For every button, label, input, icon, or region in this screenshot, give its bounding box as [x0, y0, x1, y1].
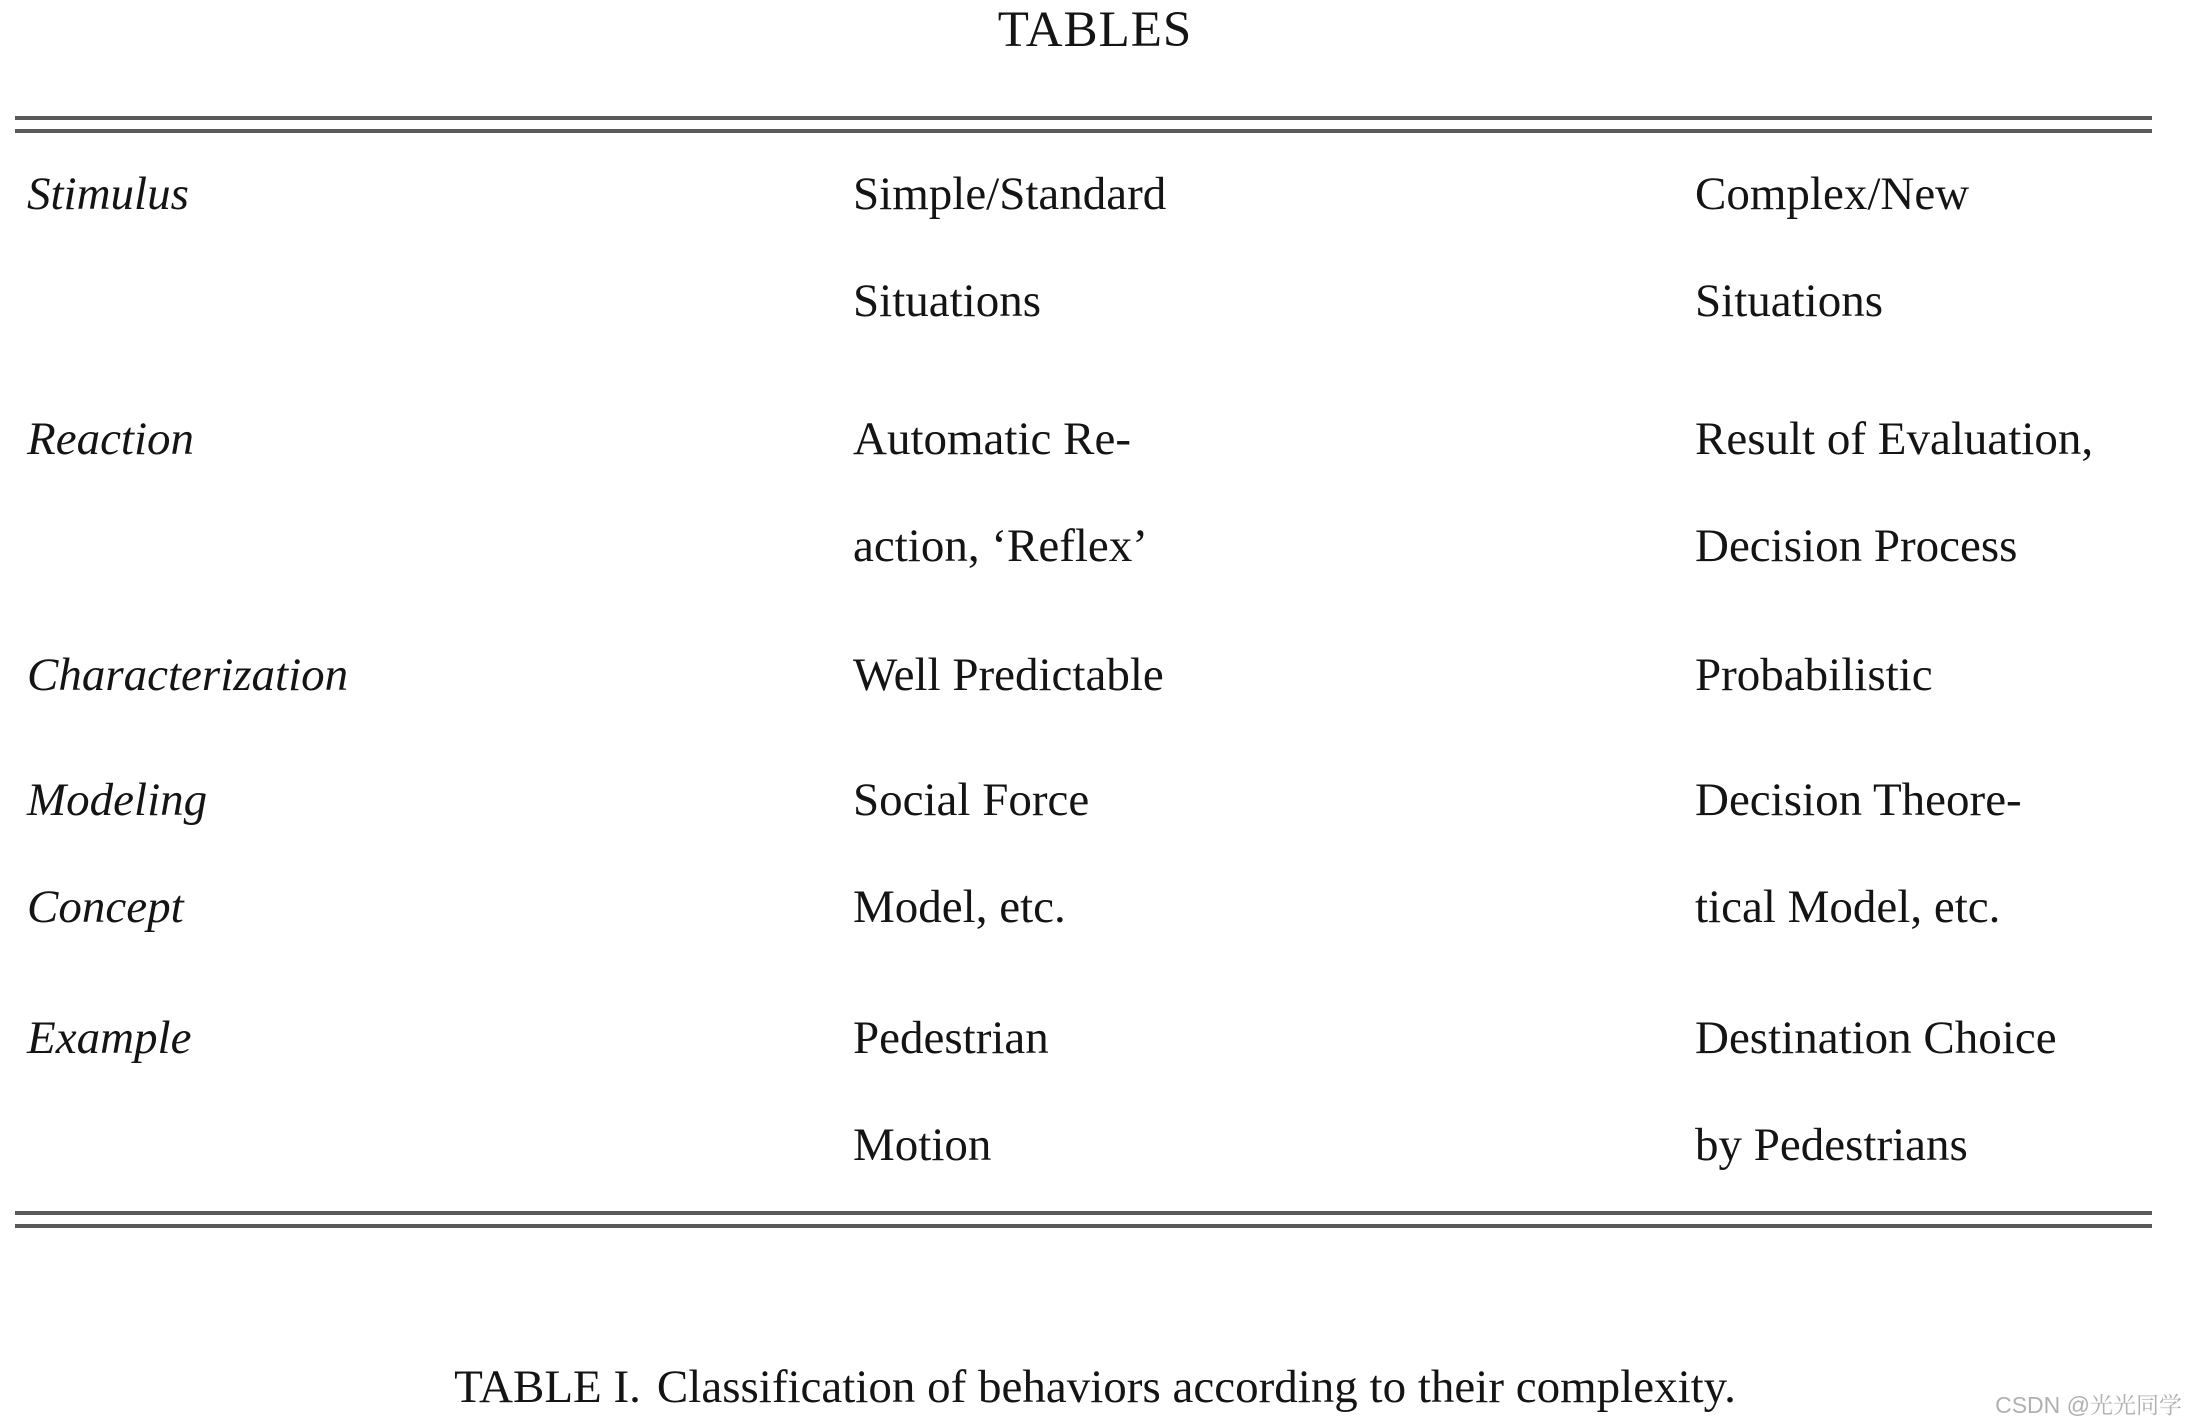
table-bottom-rule-2	[15, 1224, 2152, 1228]
cell-line: Example	[27, 1012, 192, 1064]
cell-line: Result of Evaluation,	[1695, 413, 2094, 465]
cell-simple-standard	[853, 651, 1673, 758]
cell-line: Reaction	[27, 413, 195, 465]
cell-line: Characterization	[27, 649, 349, 701]
cell-simple-standard	[853, 776, 1673, 990]
cell-line: Destination Choice	[1695, 1012, 2057, 1064]
cell-line: Complex/New	[1695, 168, 1970, 220]
table-caption	[0, 1362, 2190, 1412]
cell-line: Decision Process	[1695, 520, 2018, 572]
table-caption-text: Classification of behaviors according to their complexity.	[656, 1361, 1736, 1413]
cell-complex-new	[1695, 415, 2175, 629]
table-caption-label: TABLE I.	[454, 1361, 641, 1413]
row-label-stimulus	[27, 170, 827, 384]
cell-simple-standard	[853, 170, 1673, 384]
cell-line: Probabilistic	[1695, 649, 1933, 701]
cell-line: tical Model, etc.	[1695, 881, 2001, 933]
csdn-watermark: CSDN @光光同学	[1995, 1392, 2182, 1418]
cell-line: Decision Theore-	[1695, 774, 2022, 826]
cell-line: Modeling	[27, 774, 208, 826]
cell-complex-new	[1695, 776, 2175, 990]
cell-line: Pedestrian	[853, 1012, 1049, 1064]
cell-line: Concept	[27, 881, 184, 933]
table-bottom-rule-1	[15, 1211, 2152, 1215]
cell-complex-new	[1695, 1014, 2175, 1228]
cell-complex-new	[1695, 651, 2175, 758]
page-heading: TABLES	[997, 2, 1193, 58]
row-label-reaction	[27, 415, 827, 629]
cell-simple-standard	[853, 415, 1673, 629]
cell-line: by Pedestrians	[1695, 1119, 1968, 1171]
row-label-example	[27, 1014, 827, 1228]
cell-line: Simple/Standard	[853, 168, 1167, 220]
cell-line	[27, 1121, 827, 1169]
cell-line: Social Force	[853, 774, 1090, 826]
table-top-rule-2	[15, 129, 2152, 133]
row-label-modeling-concept	[27, 776, 827, 990]
cell-line: Motion	[853, 1119, 992, 1171]
cell-line	[27, 277, 827, 325]
cell-line: Situations	[853, 275, 1042, 327]
cell-line: Automatic Re-	[853, 413, 1132, 465]
cell-line	[27, 522, 827, 570]
cell-line: Stimulus	[27, 168, 189, 220]
cell-simple-standard	[853, 1014, 1673, 1228]
cell-line: Situations	[1695, 275, 1884, 327]
cell-complex-new	[1695, 170, 2175, 384]
cell-line: action, ‘Reflex’	[853, 520, 1148, 572]
cell-line: Model, etc.	[853, 881, 1066, 933]
row-label-characterization	[27, 651, 827, 758]
cell-line: Well Predictable	[853, 649, 1164, 701]
table-top-rule-1	[15, 116, 2152, 120]
